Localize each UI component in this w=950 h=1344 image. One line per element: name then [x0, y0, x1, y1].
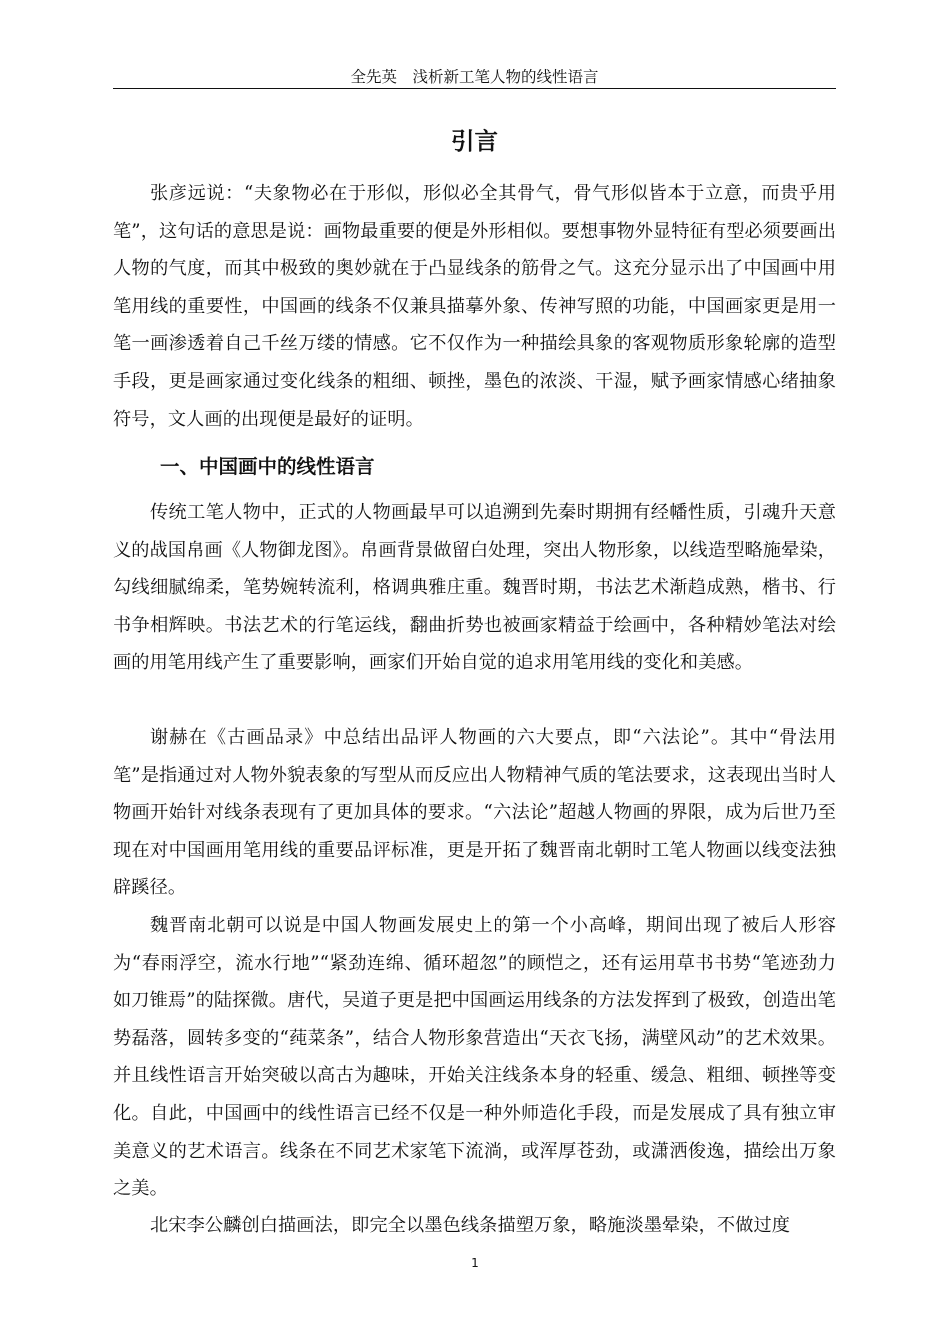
- page-number: 1: [471, 1256, 479, 1270]
- body-paragraph-1: 传统工笔人物中，正式的人物画最早可以追溯到先秦时期拥有经幡性质，引魂升天意义的战国帛画《人物御龙图》。帛画背景做留白处理，突出人物形象，以线造型略施晕染，勾线细腻绵柔，笔势婉转流利，格调典雅庄重。魏晋时期，书法艺术渐趋成熟，楷书、行书争相辉映。书法艺术的行笔运线，翻曲折势也被画家精益于绘画中，各种精妙笔法对绘画的用笔用线产生了重要影响，画家们开始自觉的追求用笔用线的变化和美感。: [113, 502, 836, 674]
- intro-paragraph: 张彦远说：“夫象物必在于形似，形似必全其骨气，骨气形似皆本于立意，而贵乎用笔”，这句话的意思是说：画物最重要的便是外形相似。要想事物外显特征有型必须要画出人物的气度，而其中极致的奥妙就在于凸显线条的筋骨之气。这充分显示出了中国画中用笔用线的重要性，中国画的线条不仅兼具描摹外象、传神写照的功能，中国画家更是用一笔一画渗透着自己千丝万缕的情感。它不仅作为一种描绘具象的客观物质形象轮廓的造型手段，更是画家通过变化线条的粗细、顿挫，墨色的浓淡、干湿，赋予画家情感心绪抽象符号，文人画的出现便是最好的证明。: [113, 183, 836, 430]
- running-header: 全先英 浅析新工笔人物的线性语言: [350, 68, 599, 86]
- header-divider: [113, 88, 836, 89]
- page-title: 引言: [451, 127, 498, 155]
- body-paragraph-3: 魏晋南北朝可以说是中国人物画发展史上的第一个小高峰，期间出现了被后人形容为“春雨浮空，流水行地”“紧劲连绵、循环超忽”的顾恺之，还有运用草书书势“笔迹劲力如刀锥焉”的陆探微。唐代，吴道子更是把中国画运用线条的方法发挥到了极致，创造出笔势磊落，圆转多变的“莼菜条”，结合人物形象营造出“天衣飞扬，满壁风动”的艺术效果。并且线性语言开始突破以高古为趣味，开始关注线条本身的轻重、缓急、粗细、顿挫等变化。自此，中国画中的线性语言已经不仅是一种外师造化手段，而是发展成了具有独立审美意义的艺术语言。线条在不同艺术家笔下流淌，或浑厚苍劲，或潇洒俊逸，描绘出万象之美。: [113, 915, 836, 1200]
- body-paragraph-4: 北宋李公麟创白描画法，即完全以墨色线条描塑万象，略施淡墨晕染，不做过度: [150, 1215, 791, 1236]
- body-paragraph-2: 谢赫在《古画品录》中总结出品评人物画的六大要点，即“六法论”。其中“骨法用笔”是指通过对人物外貌表象的写型从而反应出人物精神气质的笔法要求，这表现出当时人物画开始针对线条表现有了更加具体的要求。“六法论”超越人物画的界限，成为后世乃至现在对中国画用笔用线的重要品评标准，更是开拓了魏晋南北朝时工笔人物画以线变法独辟蹊径。: [113, 727, 836, 899]
- section-heading: 一、中国画中的线性语言: [160, 455, 375, 478]
